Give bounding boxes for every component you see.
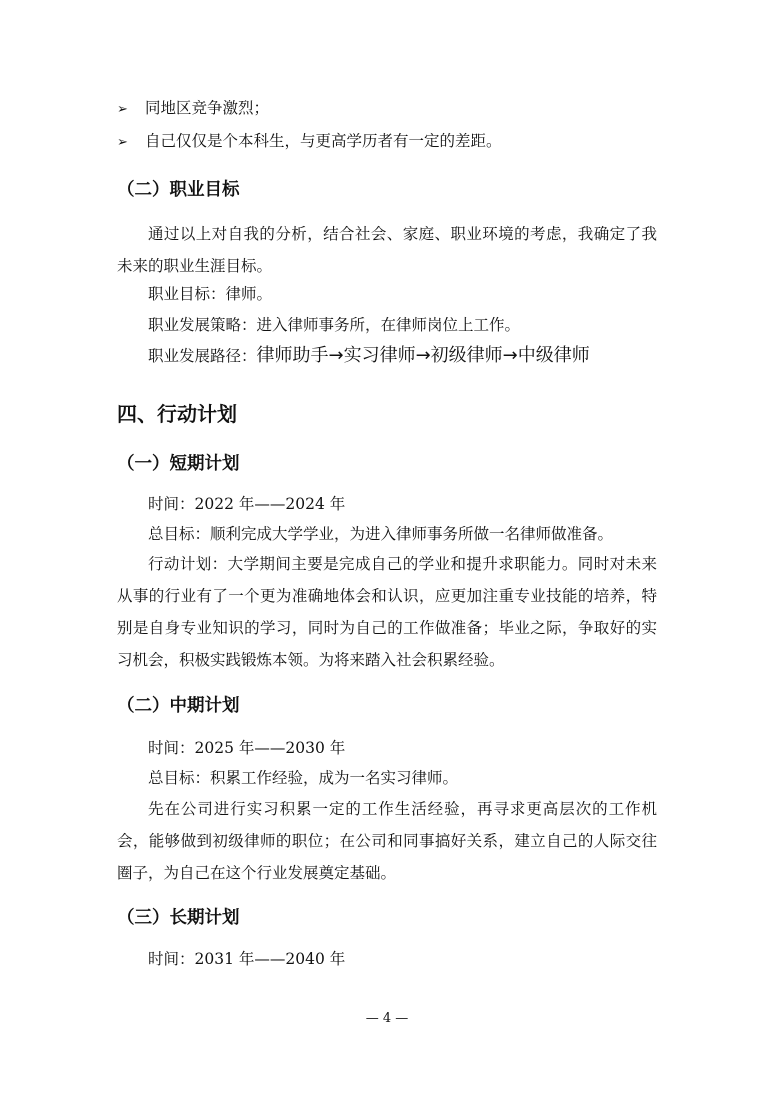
- long-term-time: 时间：2031 年——2040 年: [148, 950, 346, 968]
- career-goal-heading: （二）职业目标: [117, 180, 240, 200]
- short-term-plan: 行动计划：大学期间主要是完成自己的学业和提升求职能力。同时对未来从事的行业有了一个更为准确地体会和认识，应更加注重专业技能的培养，特别是自身专业知识的学习，同时为自己的工作做准备；毕业之际，争取好的实习机会，积极实践锻炼本领。为将来踏入社会积累经验。: [117, 555, 657, 669]
- career-strategy-text: 职业发展策略：进入律师事务所，在律师岗位上工作。: [148, 316, 521, 334]
- career-goal-text: 职业目标：律师。: [148, 285, 273, 303]
- mid-term-goal: 总目标：积累工作经验，成为一名实习律师。: [148, 769, 459, 787]
- long-term-heading: （三）长期计划: [117, 908, 240, 928]
- short-term-heading: （一）短期计划: [117, 454, 240, 474]
- action-plan-heading: 四、行动计划: [117, 402, 237, 426]
- bullet-arrow-icon: ➢: [117, 102, 128, 117]
- short-term-time: 时间：2022 年——2024 年: [148, 495, 346, 513]
- career-path: [148, 345, 590, 367]
- mid-term-time: 时间：2025 年——2030 年: [148, 739, 346, 757]
- short-term-goal: 总目标：顺利完成大学学业，为进入律师事务所做一名律师做准备。: [148, 525, 614, 543]
- career-goal-intro: 通过以上对自我的分析，结合社会、家庭、职业环境的考虑，我确定了我未来的职业生涯目标。: [117, 225, 657, 275]
- career-path-value: 律师助手→实习律师→初级律师→中级律师: [256, 345, 590, 366]
- page-number: — 4 —: [365, 1011, 409, 1026]
- bullet-arrow-icon: ➢: [117, 135, 128, 150]
- bullet-text: 自己仅仅是个本科生，与更高学历者有一定的差距。: [145, 132, 502, 150]
- bullet-text: 同地区竞争激烈；: [145, 99, 270, 117]
- bullet-item: [117, 97, 269, 121]
- mid-term-heading: （二）中期计划: [117, 696, 240, 716]
- career-path-label: 职业发展路径：: [148, 347, 257, 365]
- mid-term-plan: 先在公司进行实习积累一定的工作生活经验，再寻求更高层次的工作机会，能够做到初级律师的职位；在公司和同事搞好关系，建立自己的人际交往圈子，为自己在这个行业发展奠定基础。: [117, 800, 657, 882]
- bullet-item: [117, 130, 502, 154]
